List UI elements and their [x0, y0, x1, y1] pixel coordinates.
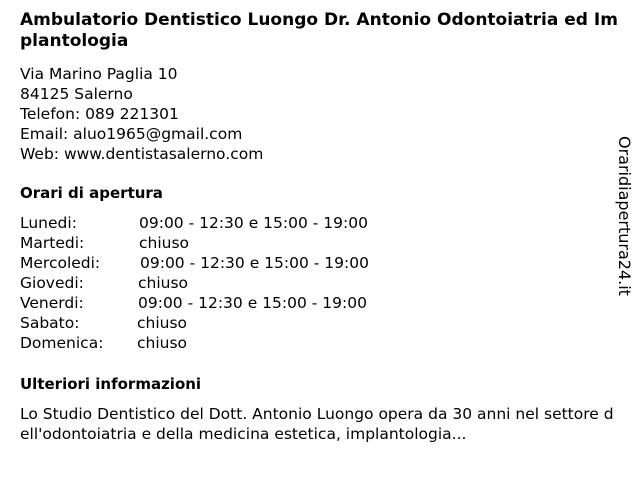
hours-time: chiuso — [137, 314, 188, 332]
hours-day: Giovedi: — [20, 274, 84, 292]
hours-day: Lunedi: — [20, 214, 77, 232]
website-url: Web: www.dentistasalerno.com — [20, 145, 264, 163]
phone-number: Telefon: 089 221301 — [20, 105, 179, 123]
address-street: Via Marino Paglia 10 — [20, 65, 178, 83]
hours-day: Sabato: — [20, 314, 80, 332]
additional-info-text: Lo Studio Dentistico del Dott. Antonio Luongo opera da 30 anni nel settore dell'odontoiatria e della medicina estetica, implantologia... — [20, 405, 614, 443]
hours-time: 09:00 - 12:30 e 15:00 - 19:00 — [138, 294, 367, 312]
hours-time: chiuso — [139, 234, 190, 252]
page-title: Ambulatorio Dentistico Luongo Dr. Antonio Odontoiatria ed Implantologia — [20, 10, 618, 51]
hours-day: Mercoledi: — [20, 254, 101, 272]
contact-block — [20, 64, 263, 164]
hours-time: 09:00 - 12:30 e 15:00 - 19:00 — [140, 254, 369, 272]
email-address: Email: aluo1965@gmail.com — [20, 125, 243, 143]
hours-time: chiuso — [137, 334, 188, 352]
hours-day: Martedi: — [20, 234, 85, 252]
address-city: 84125 Salerno — [20, 85, 133, 103]
hours-time: 09:00 - 12:30 e 15:00 - 19:00 — [139, 214, 368, 232]
hours-day: Venerdi: — [20, 294, 84, 312]
hours-day: Domenica: — [20, 334, 104, 352]
opening-hours-heading: Orari di apertura — [20, 184, 163, 202]
hours-time: chiuso — [138, 274, 189, 292]
site-watermark: Oraridiapertura24.it — [615, 136, 634, 296]
additional-info-heading: Ulteriori informazioni — [20, 375, 202, 393]
